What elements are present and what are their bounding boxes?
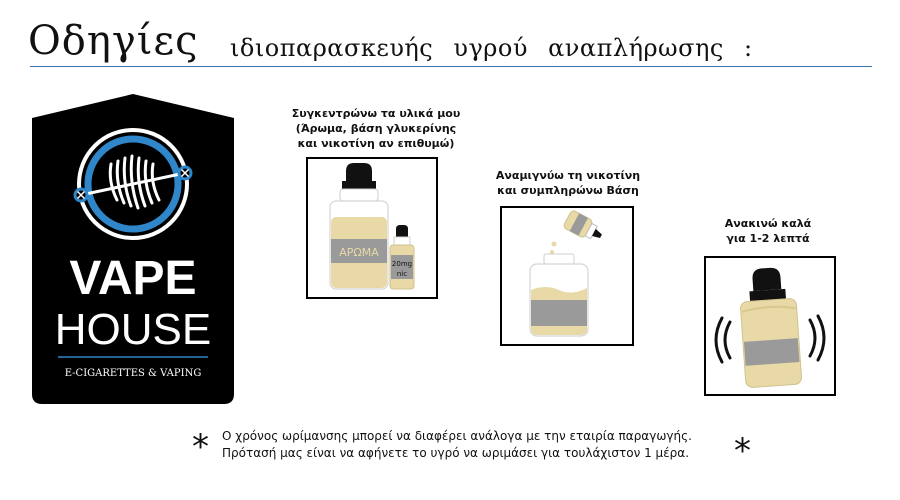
nicotine-unit-label: nic [396,270,408,278]
mixing-illustration [502,208,632,344]
mixing-bottle-icon [530,254,588,336]
title-main: Οδηγίες [28,18,199,64]
flavor-bottle-icon [330,163,388,289]
vape-house-logo [32,94,234,404]
step-3-label: Ανακινώ καλά για 1-2 λεπτά [724,217,812,245]
footnote-asterisk-left: * [192,427,209,467]
step-1-label: Συγκεντρώνω τα υλικά μου (Άρωμα, βάση γλυκερίνης και νικοτίνη αν επιθυμώ) [291,107,461,150]
ingredients-illustration [308,159,436,297]
logo-house: HOUSE [54,305,212,354]
shaking-bottle-icon [738,266,802,388]
flavor-bottle-label: ΑΡΩΜΑ [339,246,379,259]
footnote-line-2: Πρότασή μας είναι να αφήνετε το υγρό να ωριμάσει για τουλάχιστον 1 μέρα. [222,446,690,460]
footnote-line-1: Ο χρόνος ωρίμανσης μπορεί να διαφέρει ανάλογα με την εταιρία παραγωγής. [222,429,692,443]
step-2-label: Αναμιγνύω τη νικοτίνη και συμπληρώνω Βάση [495,169,641,197]
drop-icon [550,242,557,255]
step-2-frame [500,206,634,346]
logo-tagline: E-CIGARETTES & VAPING [64,368,202,379]
nicotine-strength-label: 20mg [391,260,413,268]
pouring-bottle-icon [563,210,606,245]
footnote-asterisk-right: * [734,431,751,471]
title-subtitle: ιδιοπαρασκευής υγρού αναπλήρωσης : [230,34,753,62]
title-underline [30,66,872,67]
footnote-text [222,428,742,462]
step-1-frame [306,157,438,299]
nicotine-bottle-icon [390,225,414,289]
logo-vape: VAPE [69,252,197,305]
shaking-illustration [706,258,834,394]
step-3-frame [704,256,836,396]
page-title [28,18,878,70]
